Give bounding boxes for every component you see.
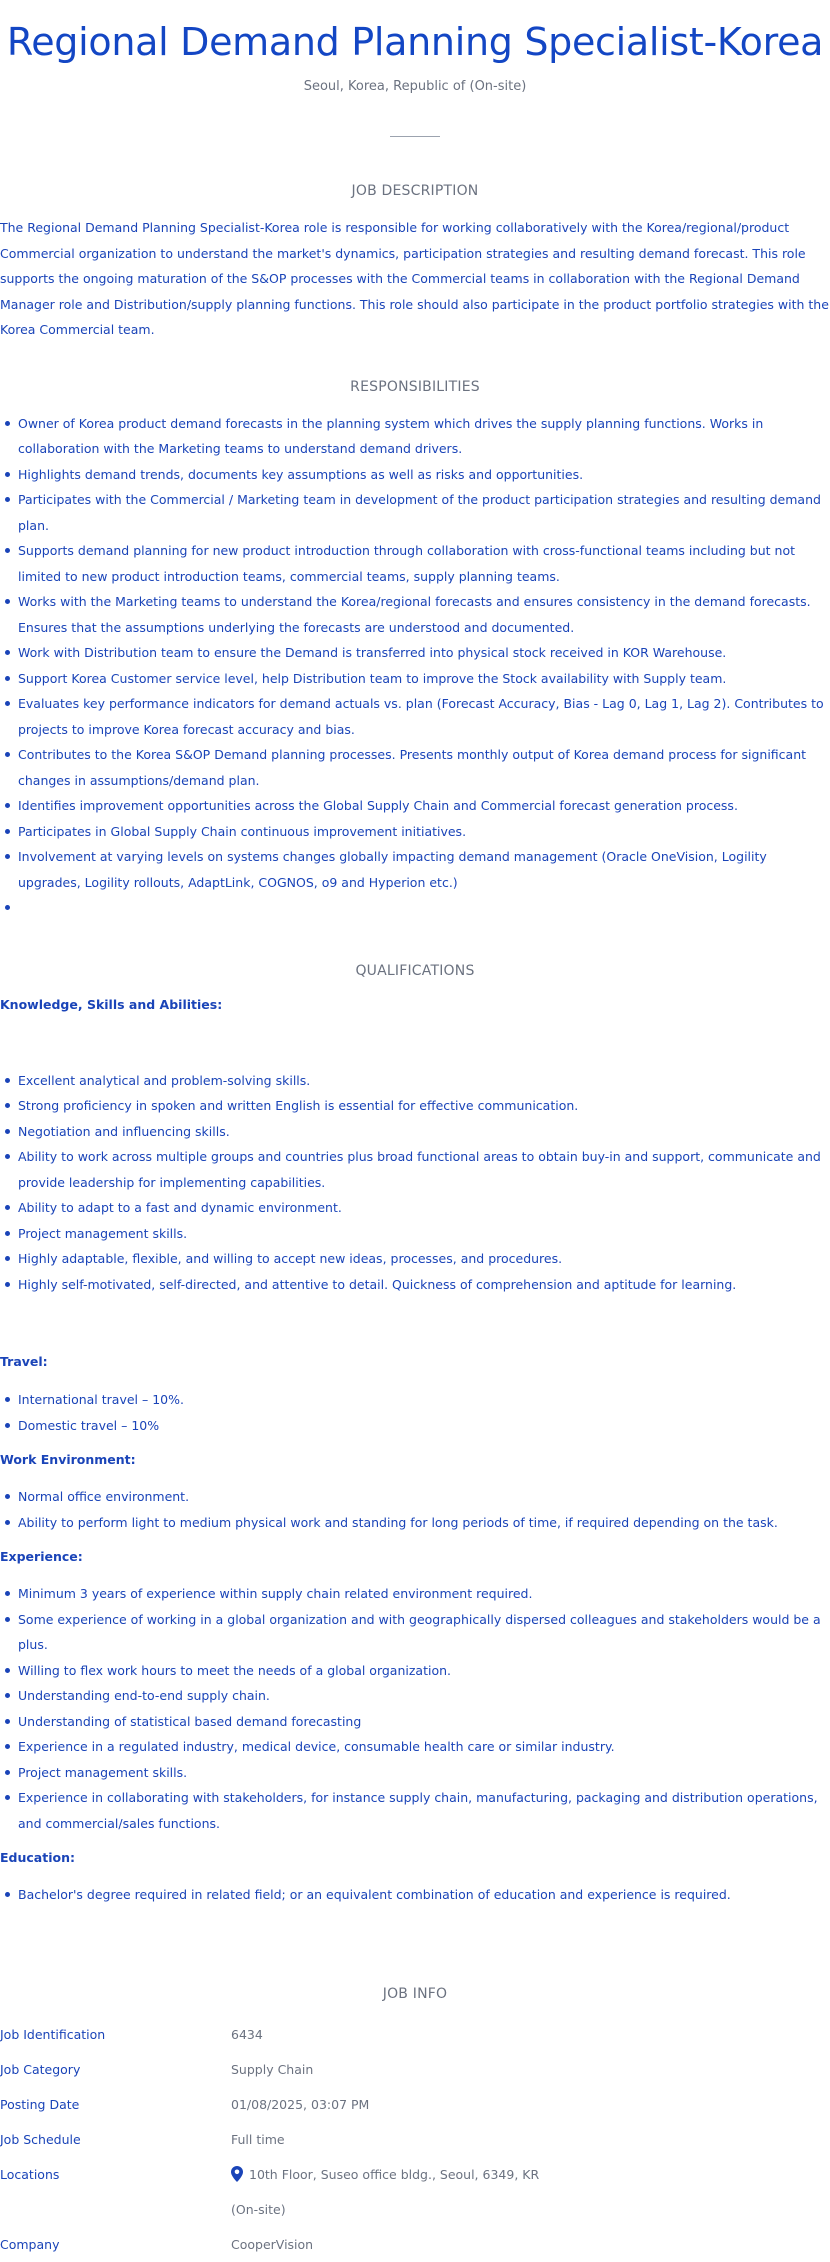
job-category-label: Job Category xyxy=(0,2061,81,2077)
education-heading: Education: xyxy=(0,1850,75,1865)
list-item: Supports demand planning for new product introduction through collaboration with cross-functional teams including but not limited to new product introduction teams, commercial teams, supply planning teams. xyxy=(0,538,830,589)
work-environment-heading: Work Environment: xyxy=(0,1452,136,1467)
list-item: Owner of Korea product demand forecasts in the planning system which drives the supply planning functions. Works in collaboration with the Marketing teams to understand demand drivers. xyxy=(0,411,830,462)
list-item: Contributes to the Korea S&OP Demand planning processes. Presents monthly output of Korea demand process for significant changes in assumptions/demand plan. xyxy=(0,742,830,793)
job-info-section xyxy=(0,1984,830,2262)
list-item: Ability to work across multiple groups and countries plus broad functional areas to obtain buy-in and support, communicate and provide leadership for implementing capabilities. xyxy=(0,1144,830,1195)
list-item: Experience in a regulated industry, medical device, consumable health care or similar industry. xyxy=(0,1734,830,1760)
responsibilities-section xyxy=(0,377,830,921)
list-item: Understanding end-to-end supply chain. xyxy=(0,1683,830,1709)
job-info-row-locations xyxy=(0,2157,830,2192)
responsibilities-heading: RESPONSIBILITIES xyxy=(350,378,480,395)
qualifications-section xyxy=(0,961,830,1908)
work-environment-list xyxy=(0,1484,830,1535)
list-item: Highly adaptable, flexible, and willing to accept new ideas, processes, and procedures. xyxy=(0,1246,830,1272)
job-info-table xyxy=(0,2017,830,2262)
location-entry[interactable] xyxy=(231,2166,539,2182)
list-item: International travel – 10%. xyxy=(0,1387,830,1413)
job-category-value: Supply Chain xyxy=(231,2061,314,2077)
list-item: Involvement at varying levels on systems changes globally impacting demand management (Oracle OneVision, Logility upgrades, Logility rollouts, AdaptLink, COGNOS, o9 and Hyperion etc.) xyxy=(0,844,830,895)
list-item: Project management skills. xyxy=(0,1221,830,1247)
workplace-type-value: (On-site) xyxy=(231,2201,286,2217)
list-item: Experience in collaborating with stakeholders, for instance supply chain, manufacturing, packaging and distribution operations, and commercial/sales functions. xyxy=(0,1785,830,1836)
experience-heading: Experience: xyxy=(0,1549,83,1564)
location-address: 10th Floor, Suseo office bldg., Seoul, 6349, KR xyxy=(249,2166,540,2182)
job-identification-value: 6434 xyxy=(231,2026,263,2042)
locations-label: Locations xyxy=(0,2166,60,2182)
job-info-row-identification xyxy=(0,2017,830,2052)
experience-list xyxy=(0,1581,830,1836)
list-item: Works with the Marketing teams to understand the Korea/regional forecasts and ensures consistency in the demand forecasts. Ensures that the assumptions underlying the forecasts are understood and documented. xyxy=(0,589,830,640)
list-item: Normal office environment. xyxy=(0,1484,830,1510)
travel-heading: Travel: xyxy=(0,1354,48,1369)
list-item: Ability to perform light to medium physical work and standing for long periods of time, if required depending on the task. xyxy=(0,1510,830,1536)
posting-date-label: Posting Date xyxy=(0,2096,80,2112)
header-divider xyxy=(390,136,440,137)
list-item: Participates with the Commercial / Marketing team in development of the product participation strategies and resulting demand plan. xyxy=(0,487,830,538)
list-item: Ability to adapt to a fast and dynamic environment. xyxy=(0,1195,830,1221)
ksa-heading: Knowledge, Skills and Abilities: xyxy=(0,996,223,1012)
list-item: Work with Distribution team to ensure the Demand is transferred into physical stock received in KOR Warehouse. xyxy=(0,640,830,666)
travel-list xyxy=(0,1387,830,1438)
list-item: Support Korea Customer service level, help Distribution team to improve the Stock availability with Supply team. xyxy=(0,666,830,692)
list-item: Excellent analytical and problem-solving skills. xyxy=(0,1068,830,1094)
list-item: Bachelor's degree required in related field; or an equivalent combination of education and experience is required. xyxy=(0,1882,830,1908)
list-item: Some experience of working in a global organization and with geographically dispersed colleagues and stakeholders would be a plus. xyxy=(0,1607,830,1658)
posting-date-value: 01/08/2025, 03:07 PM xyxy=(231,2096,370,2112)
list-item: Domestic travel – 10% xyxy=(0,1413,830,1439)
job-info-row-onsite xyxy=(0,2192,830,2227)
list-item: Highly self-motivated, self-directed, and attentive to detail. Quickness of comprehension and aptitude for learning. xyxy=(0,1272,830,1298)
list-item: Strong proficiency in spoken and written English is essential for effective communication. xyxy=(0,1093,830,1119)
qualifications-heading: QUALIFICATIONS xyxy=(355,962,475,979)
list-item: Highlights demand trends, documents key assumptions as well as risks and opportunities. xyxy=(0,462,830,488)
list-item: Identifies improvement opportunities across the Global Supply Chain and Commercial forecast generation process. xyxy=(0,793,830,819)
job-location-subtitle: Seoul, Korea, Republic of (On-site) xyxy=(303,79,527,94)
ksa-list xyxy=(0,1068,830,1298)
company-value: CooperVision xyxy=(231,2236,314,2252)
job-description-text: The Regional Demand Planning Specialist-Korea role is responsible for working collaboratively with the Korea/regional/product Commercial organization to understand the market's dynamics, participation strategies and resulting demand forecast. This role supports the ongoing maturation of the S&OP processes with the Commercial teams in collaboration with the Regional Demand Manager role and Distribution/supply planning functions. This role should also participate in the product portfolio strategies with the Korea Commercial team. xyxy=(0,220,829,337)
list-item: Willing to flex work hours to meet the needs of a global organization. xyxy=(0,1658,830,1684)
job-info-row-company xyxy=(0,2227,830,2262)
job-info-row-posting-date xyxy=(0,2087,830,2122)
list-item: Negotiation and influencing skills. xyxy=(0,1119,830,1145)
company-label: Company xyxy=(0,2236,60,2252)
list-item: Minimum 3 years of experience within supply chain related environment required. xyxy=(0,1581,830,1607)
map-pin-icon xyxy=(231,2166,243,2182)
job-description-heading: JOB DESCRIPTION xyxy=(351,183,479,199)
job-info-row-schedule xyxy=(0,2122,830,2157)
education-list xyxy=(0,1882,830,1908)
job-header xyxy=(0,0,830,137)
job-title: Regional Demand Planning Specialist-Korea xyxy=(6,20,824,64)
list-item: Participates in Global Supply Chain continuous improvement initiatives. xyxy=(0,819,830,845)
responsibilities-list xyxy=(0,411,830,921)
list-item xyxy=(0,895,830,921)
job-info-heading: JOB INFO xyxy=(382,1985,448,2002)
job-schedule-value: Full time xyxy=(231,2131,285,2147)
list-item: Understanding of statistical based demand forecasting xyxy=(0,1709,830,1735)
job-identification-label: Job Identification xyxy=(0,2026,106,2042)
job-info-row-category xyxy=(0,2052,830,2087)
list-item: Project management skills. xyxy=(0,1760,830,1786)
job-description-section xyxy=(0,181,830,343)
job-schedule-label: Job Schedule xyxy=(0,2131,81,2147)
list-item: Evaluates key performance indicators for demand actuals vs. plan (Forecast Accuracy, Bias - Lag 0, Lag 1, Lag 2). Contributes to projects to improve Korea forecast accuracy and bias. xyxy=(0,691,830,742)
